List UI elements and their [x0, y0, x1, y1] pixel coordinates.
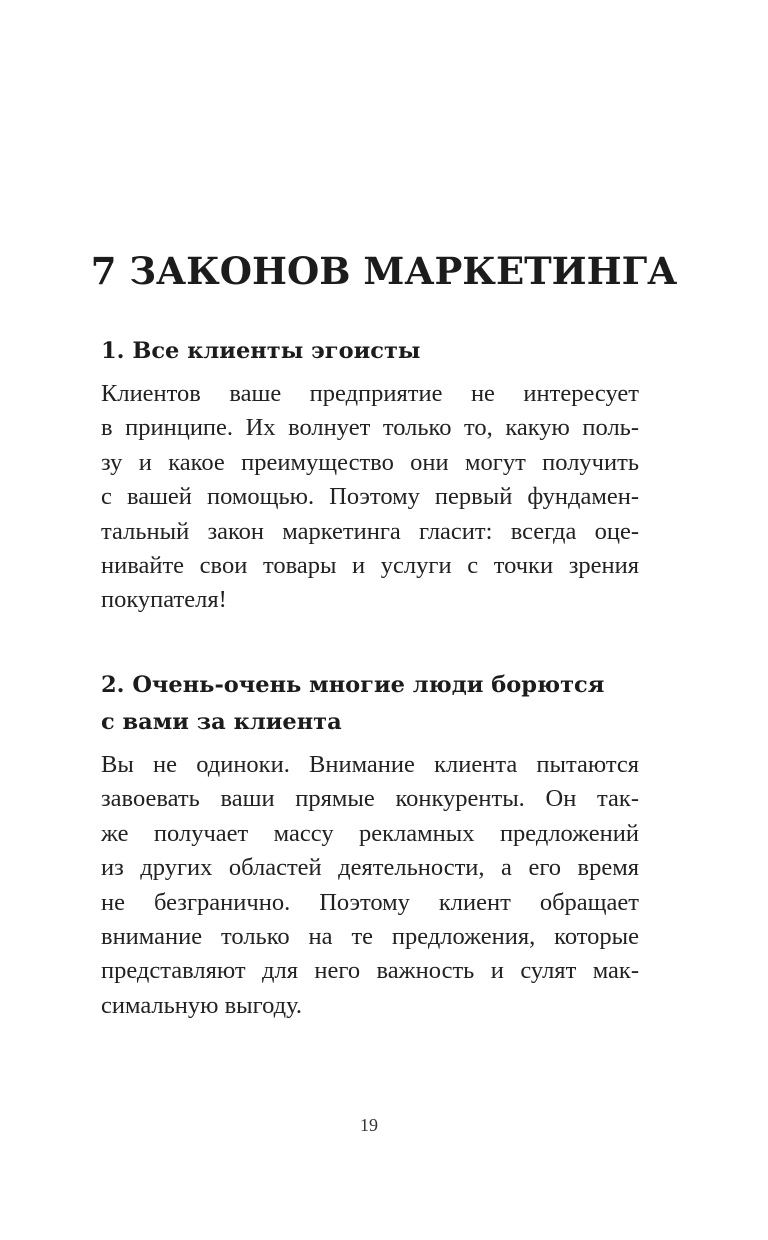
paragraph-line: в принципе. Их волнует только то, какую поль- [101, 414, 639, 442]
paragraph-line: Вы не одиноки. Внимание клиента пытаются [101, 751, 639, 778]
section-1-heading-line-1: 1. Все клиенты эгоисты [101, 338, 421, 364]
section-2-heading [101, 667, 639, 741]
section-2-heading-line-1: 2. Очень-очень многие люди борются [101, 672, 605, 698]
paragraph-line: симальную выгоду. [101, 991, 303, 1019]
section-1-paragraph [101, 377, 639, 618]
section-2 [101, 667, 639, 1023]
paragraph-line: представляют для него важность и сулят мак- [101, 957, 639, 985]
paragraph-line: из других областей деятельности, а его время [101, 854, 639, 882]
paragraph-line: тальный закон маркетинга гласит: всегда оце- [101, 517, 639, 545]
paragraph-line: зу и какое преимущество они могут получить [101, 448, 639, 476]
paragraph-line: внимание только на те предложения, которые [101, 922, 639, 950]
section-1-heading [101, 333, 639, 370]
paragraph-line: Клиентов ваше предприятие не интересует [101, 380, 639, 407]
paragraph-line: нивайте свои товары и услуги с точки зрения [101, 551, 639, 579]
paragraph-line: завоевать ваши прямые конкуренты. Он так- [101, 785, 639, 813]
section-1 [101, 333, 639, 618]
page-number: 19 [360, 1115, 378, 1135]
paragraph-line: не безгранично. Поэтому клиент обращает [101, 888, 639, 916]
section-2-heading-line-2: с вами за клиента [101, 709, 342, 735]
section-2-paragraph [101, 748, 639, 1023]
paragraph-line: же получает массу рекламных предложений [101, 819, 639, 847]
chapter-title: 7 ЗАКОНОВ МАРКЕТИНГА [90, 249, 678, 293]
paragraph-line: с вашей помощью. Поэтому первый фундамен- [101, 483, 639, 511]
paragraph-line: покупателя! [101, 586, 227, 614]
